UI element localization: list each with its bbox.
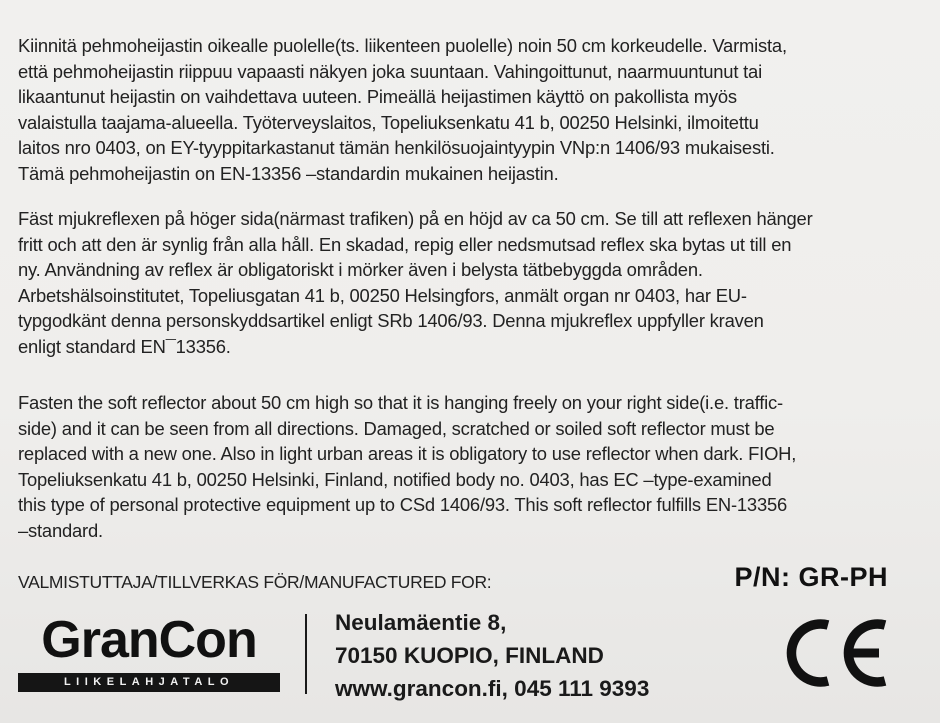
logo-wordmark: GranCon bbox=[41, 611, 257, 669]
instruction-line: replaced with a new one. Also in light urban areas it is obligatory to use reflector when dark. FIOH, bbox=[18, 443, 797, 465]
instruction-line: likaantunut heijastin on vaihdettava uuteen. Pimeällä heijastimen käyttö on pakollista myös bbox=[18, 86, 737, 108]
instruction-line: this type of personal protective equipment up to CSd 1406/93. This soft reflector fulfills EN-13356 bbox=[18, 494, 788, 516]
vertical-divider bbox=[305, 614, 307, 694]
address-contact: www.grancon.fi, 045 111 9393 bbox=[335, 676, 650, 701]
logo-subtitle-bar: LIIKELAHJATALO bbox=[18, 673, 280, 692]
address-street: Neulamäentie 8, bbox=[335, 610, 507, 635]
instruction-line: Arbetshälsoinstitutet, Topeliusgatan 41 b, 00250 Helsingfors, anmält organ nr 0403, har EU- bbox=[18, 284, 747, 306]
grancon-logo bbox=[18, 612, 280, 692]
manufacturer-address bbox=[335, 606, 649, 705]
part-number: P/N: GR-PH bbox=[734, 562, 888, 592]
instruction-line: Topeliuksenkatu 41 b, 00250 Helsinki, Finland, notified body no. 0403, has EC –type-examined bbox=[18, 468, 772, 490]
instruction-line: laitos nro 0403, on EY-tyyppitarkastanut tämän henkilösuojaintyypin VNp:n 1406/93 mukaisesti. bbox=[18, 137, 775, 159]
address-city: 70150 KUOPIO, FINLAND bbox=[335, 643, 604, 668]
instruction-line: Fäst mjukreflexen på höger sida(närmast trafiken) på en höjd av ca 50 cm. Se till att reflexen hänger bbox=[18, 208, 813, 229]
instruction-line: fritt och att den är synlig från alla håll. En skadad, repig eller nedsmutsad reflex ska bytas ut till en bbox=[18, 233, 792, 255]
instruction-line: Kiinnitä pehmoheijastin oikealle puolelle(ts. liikenteen puolelle) noin 50 cm korkeudelle. Varmista, bbox=[18, 35, 787, 56]
ce-mark-icon bbox=[785, 618, 889, 688]
instruction-line: enligt standard EN¯13356. bbox=[18, 335, 231, 357]
manufacturer-label: VALMISTUTTAJA/TILLVERKAS FÖR/MANUFACTURED FOR: bbox=[18, 572, 492, 592]
instruction-line: Fasten the soft reflector about 50 cm high so that it is hanging freely on your right side(i.e. traffic- bbox=[18, 392, 783, 413]
instruction-line: Tämä pehmoheijastin on EN-13356 –standardin mukainen heijastin. bbox=[18, 162, 559, 184]
instruction-line: valaistulla taajama-alueella. Työterveyslaitos, Topeliuksenkatu 41 b, 00250 Helsinki, ilmoitettu bbox=[18, 111, 759, 133]
instruction-line: –standard. bbox=[18, 519, 103, 541]
instruction-line: ny. Användning av reflex är obligatoriskt i mörker även i belysta tätbebyggda områden. bbox=[18, 259, 703, 281]
english-instructions bbox=[18, 390, 898, 544]
instruction-line: typgodkänt denna personskyddsartikel enligt SRb 1406/93. Denna mjukreflex uppfyller kraven bbox=[18, 310, 764, 332]
swedish-instructions bbox=[18, 206, 898, 360]
instruction-line: side) and it can be seen from all directions. Damaged, scratched or soiled soft reflector must be bbox=[18, 417, 775, 439]
finnish-instructions bbox=[18, 33, 898, 187]
instruction-line: että pehmoheijastin riippuu vapaasti näkyen joka suuntaan. Vahingoittunut, naarmuuntunut tai bbox=[18, 60, 762, 82]
